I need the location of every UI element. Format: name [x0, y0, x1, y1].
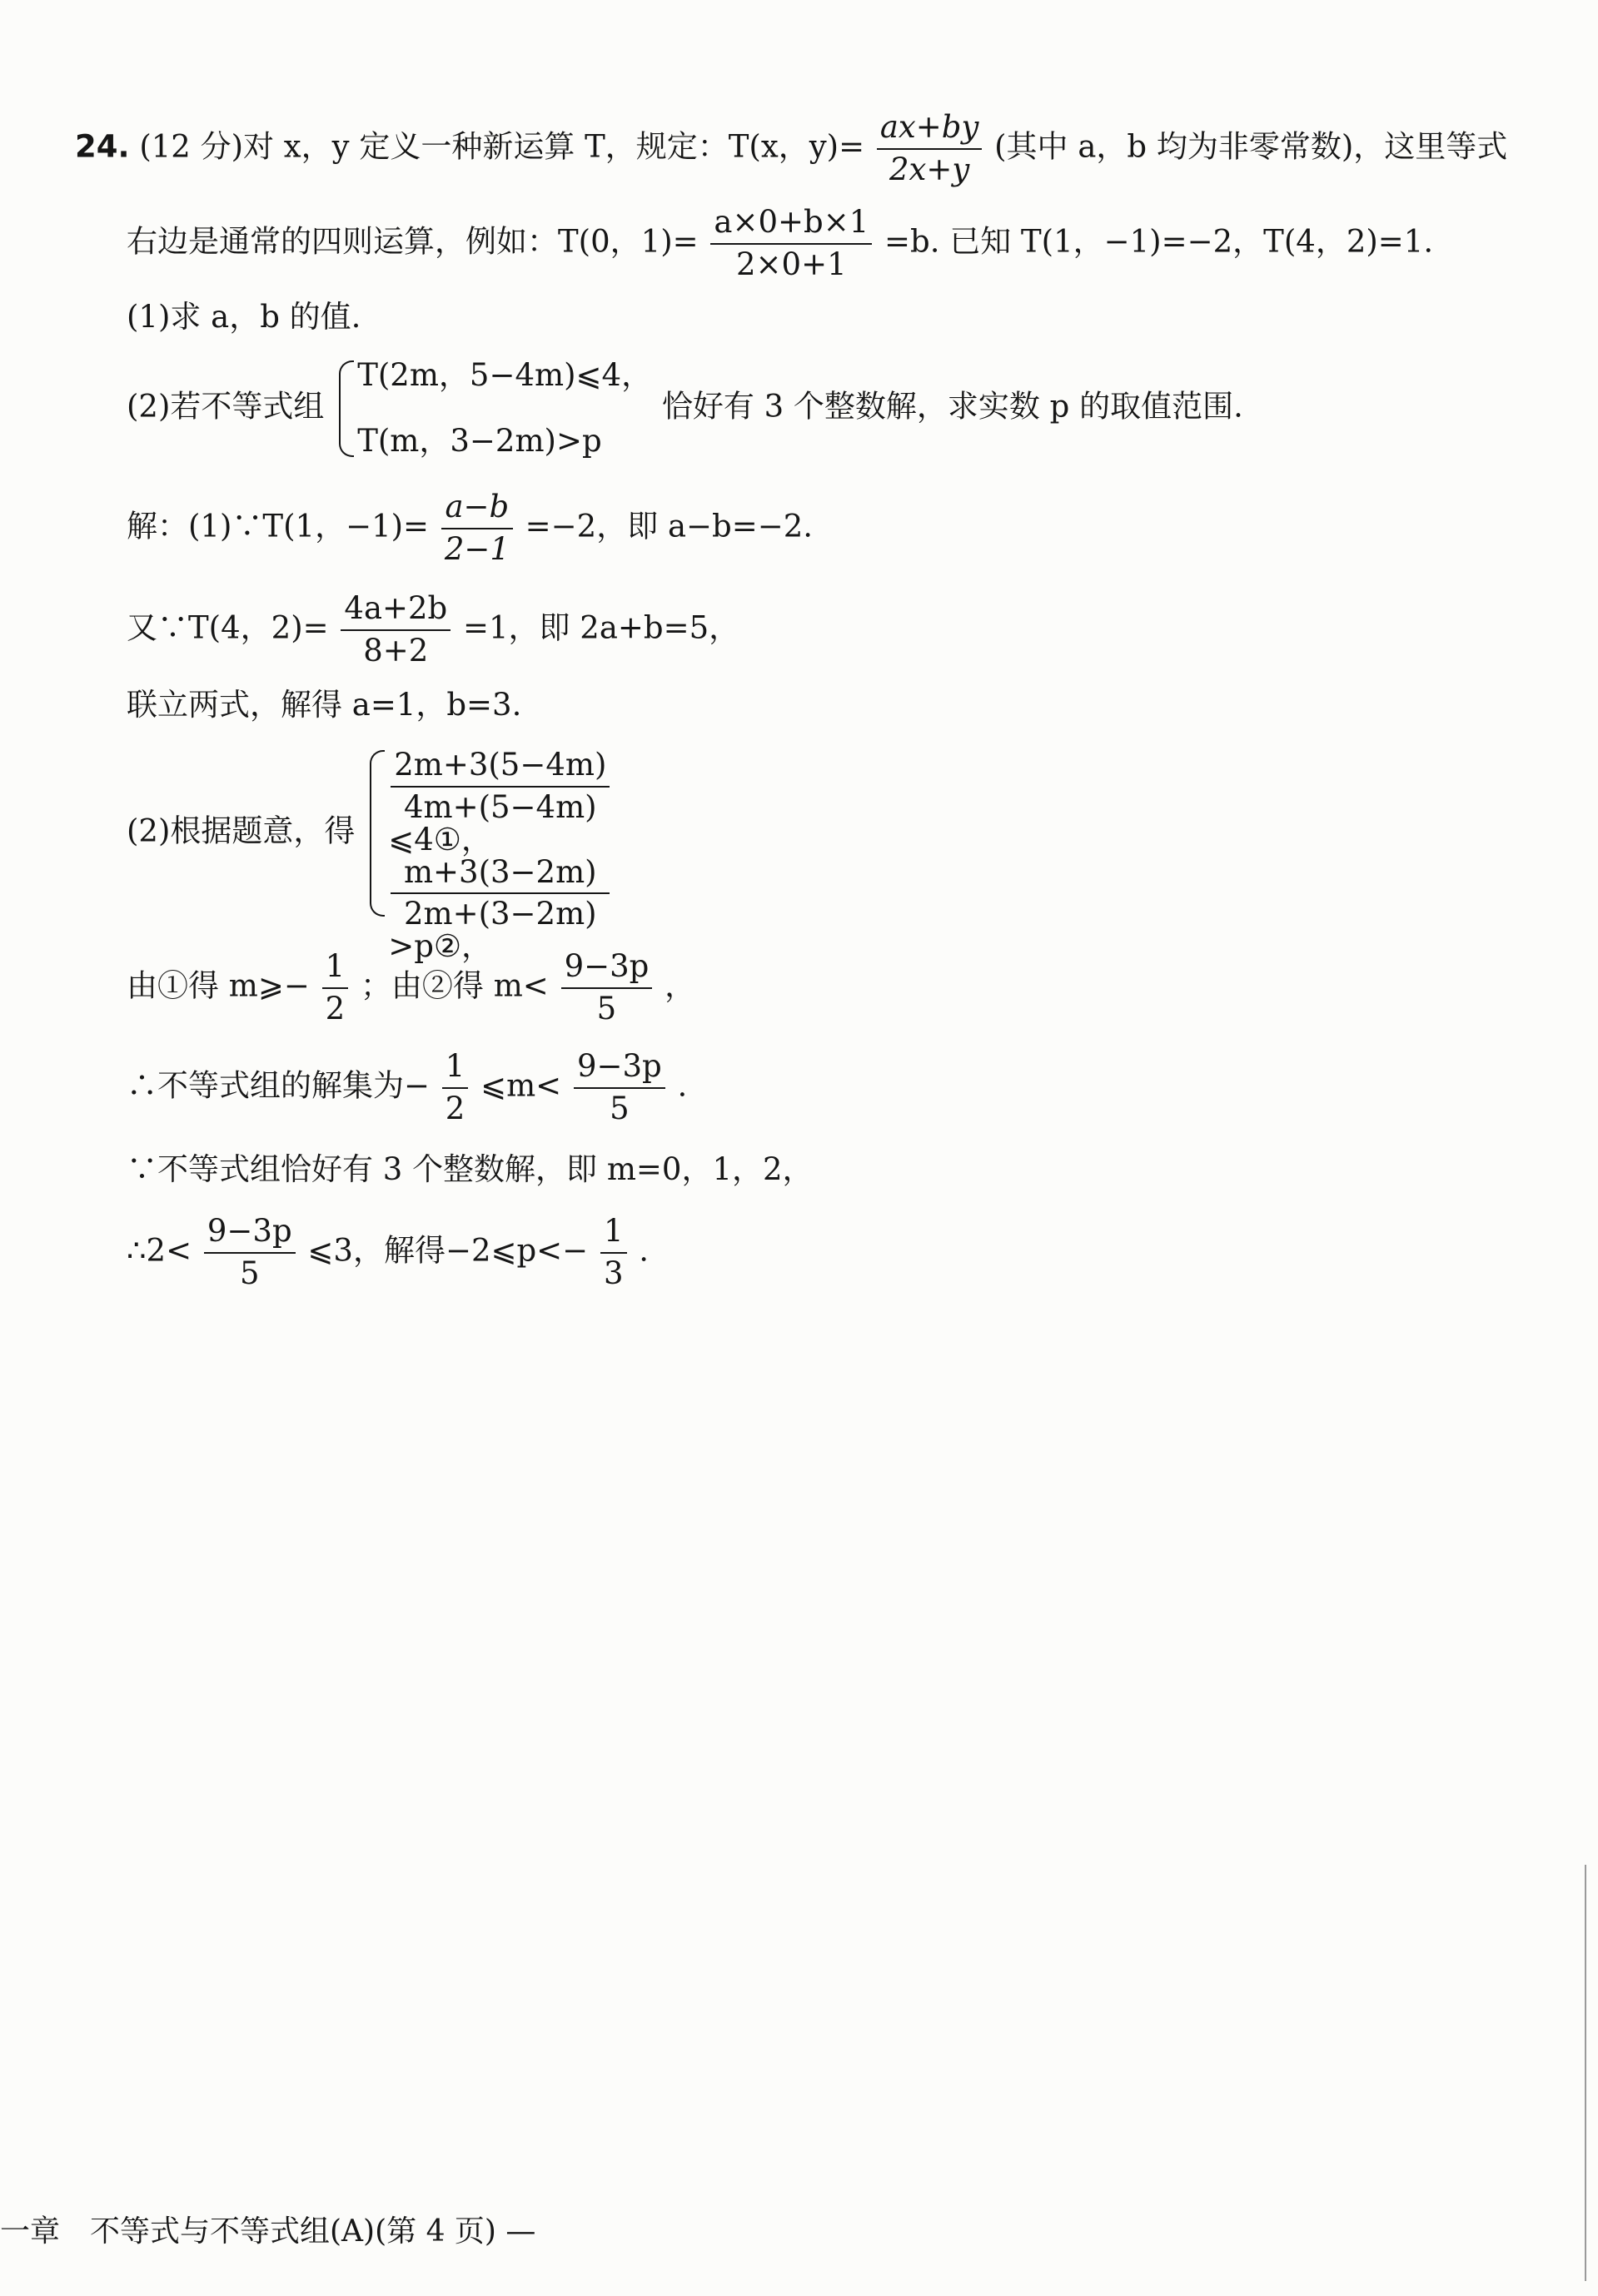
solution-line-3: 联立两式，解得 a=1，b=3. — [127, 687, 522, 723]
fraction-denominator: 2−1 — [444, 530, 510, 567]
page-edge-line — [1585, 1865, 1586, 2281]
solution-text: . — [677, 1067, 688, 1104]
solution-text: =1，即 2a+b=5， — [463, 609, 740, 646]
fraction-numerator: 1 — [322, 951, 349, 989]
fraction — [391, 853, 610, 932]
problem-line-1 — [75, 109, 1508, 187]
fraction-numerator: 9−3p — [204, 1215, 296, 1254]
fraction-denominator: 5 — [596, 990, 617, 1026]
fraction — [574, 1048, 665, 1126]
fraction-numerator: 4a+2b — [341, 593, 451, 631]
solution-text: =−2，即 a−b=−2. — [525, 508, 814, 544]
left-brace — [370, 750, 385, 917]
fraction-denominator: 2x+y — [889, 151, 970, 187]
solution-text: ∴不等式组的解集为− — [127, 1067, 431, 1104]
fraction-numerator: 9−3p — [574, 1051, 665, 1089]
solution-line-2 — [127, 590, 740, 668]
fraction — [442, 1048, 469, 1126]
solution-text: ， — [665, 967, 696, 1004]
solution-text: . — [639, 1232, 650, 1269]
fraction — [561, 948, 653, 1026]
problem-line-2 — [127, 206, 1433, 281]
fraction-numerator: m+3(3−2m) — [391, 857, 610, 895]
fraction-numerator: 2m+3(5−4m) — [391, 749, 610, 788]
fraction-denominator: 5 — [239, 1255, 260, 1291]
fraction — [441, 491, 513, 566]
fraction-denominator: 2m+(3−2m) — [403, 896, 597, 932]
problem-text: (其中 a，b 均为非零常数)，这里等式 — [994, 128, 1508, 165]
page-footer: 一章 不等式与不等式组(A)(第 4 页) — — [0, 2214, 536, 2249]
solution-line-5 — [127, 948, 696, 1026]
solution-text: (2)根据题意，得 — [127, 813, 356, 849]
fraction-numerator: a×0+b×1 — [710, 206, 872, 245]
fraction — [391, 749, 610, 824]
fraction-denominator: 2 — [445, 1090, 465, 1126]
left-brace — [339, 360, 354, 457]
fraction-numerator: a−b — [441, 491, 513, 529]
solution-text: 解：(1)∵T(1，−1)= — [127, 508, 430, 544]
inequality-system — [365, 747, 612, 965]
problem-part-1: (1)求 a，b 的值. — [127, 299, 361, 335]
problem-text: =b. 已知 T(1，−1)=−2，T(4，2)=1. — [884, 223, 1434, 260]
solution-line-7: ∵不等式组恰好有 3 个整数解，即 m=0，1，2， — [127, 1151, 814, 1187]
problem-text: 右边是通常的四则运算，例如：T(0，1)= — [127, 223, 699, 260]
system-line-1: T(2m，5−4m)⩽4， — [357, 357, 653, 393]
solution-text: 又∵T(4，2)= — [127, 609, 329, 646]
fraction-numerator: 9−3p — [561, 951, 653, 989]
solution-text: ⩽m< — [480, 1067, 562, 1104]
definition-fraction — [877, 109, 983, 187]
solution-line-1 — [127, 491, 813, 566]
solution-text: ；由②得 m< — [360, 967, 549, 1004]
solution-line-8 — [127, 1215, 649, 1290]
example-fraction — [710, 206, 872, 281]
system-line-2: T(m，3−2m)>p — [357, 423, 602, 460]
problem-text: (12 分)对 x，y 定义一种新运算 T，规定：T(x，y)= — [139, 128, 865, 165]
inequality-system — [334, 357, 653, 460]
fraction-denominator: 5 — [610, 1090, 630, 1126]
fraction-denominator: 3 — [603, 1255, 624, 1291]
fraction — [322, 948, 349, 1026]
fraction-denominator: 2×0+1 — [736, 246, 847, 282]
system-line-2 — [388, 853, 612, 965]
fraction — [204, 1215, 296, 1290]
solution-text: ⩽3，解得−2⩽p<− — [307, 1232, 589, 1269]
fraction-denominator: 4m+(5−4m) — [403, 788, 597, 825]
fraction — [600, 1215, 627, 1290]
fraction-denominator: 8+2 — [363, 632, 429, 668]
solution-line-6 — [127, 1048, 688, 1126]
problem-text: 恰好有 3 个整数解，求实数 p 的取值范围. — [661, 388, 1243, 425]
solution-line-4 — [127, 747, 612, 965]
problem-part-2 — [127, 357, 1243, 460]
system-line-1 — [388, 749, 612, 857]
solution-text: ⩽4①， — [388, 821, 492, 857]
fraction — [341, 590, 451, 668]
fraction-numerator: 1 — [442, 1051, 469, 1089]
solution-text: 由①得 m⩾− — [127, 967, 310, 1004]
problem-text: (2)若不等式组 — [127, 388, 325, 425]
solution-text: >p②， — [388, 928, 493, 965]
problem-number: 24. — [75, 128, 130, 165]
fraction-denominator: 2 — [325, 990, 346, 1026]
solution-text: ∴2< — [127, 1232, 192, 1269]
fraction-numerator: ax+by — [877, 112, 983, 150]
fraction-numerator: 1 — [600, 1215, 627, 1254]
